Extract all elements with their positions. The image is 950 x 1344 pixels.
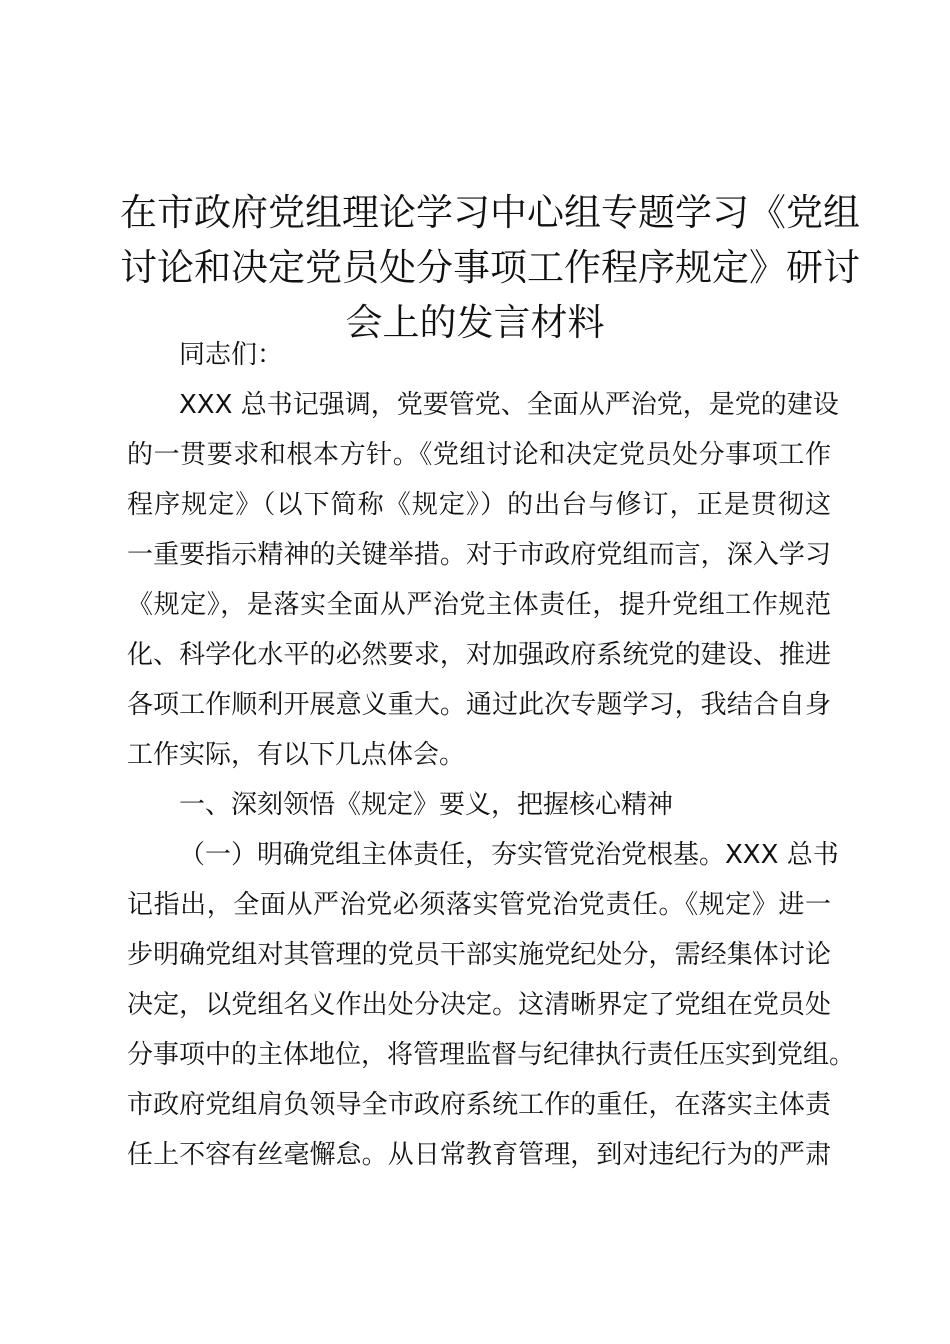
paragraph-line: 程序规定》（以下简称《规定》）的出台与修订，正是贯彻这 — [127, 490, 831, 520]
title-line-2: 讨论和决定党员处分事项工作程序规定》研讨 — [120, 245, 860, 289]
paragraph-line: 化、科学化水平的必然要求，对加强政府系统党的建设、推进 — [127, 640, 831, 670]
paragraph-line: 市政府党组肩负领导全市政府系统工作的重任，在落实主体责 — [127, 1090, 831, 1120]
title-line-3: 会上的发言材料 — [345, 300, 605, 344]
paragraph-line: （一）明确党组主体责任，夯实管党治党根基。XXX 总书 — [179, 840, 839, 870]
paragraph-line: 记指出，全面从严治党必须落实管党治党责任。《规定》进一 — [127, 890, 831, 920]
paragraph-line: 一重要指示精神的关键举措。对于市政府党组而言，深入学习 — [127, 540, 831, 570]
paragraph-line: 分事项中的主体地位，将管理监督与纪律执行责任压实到党组。 — [127, 1040, 856, 1070]
paragraph-line: XXX 总书记强调，党要管党、全面从严治党，是党的建设 — [179, 390, 839, 420]
paragraph-line: 任上不容有丝毫懈怠。从日常教育管理，到对违纪行为的严肃 — [127, 1140, 831, 1170]
title-line-1: 在市政府党组理论学习中心组专题学习《党组 — [120, 190, 860, 234]
section-heading: 一、深刻领悟《规定》要义，把握核心精神 — [179, 790, 674, 820]
paragraph-intro — [127, 380, 839, 780]
paragraph-line: 步明确党组对其管理的党员干部实施党纪处分，需经集体讨论 — [127, 940, 831, 970]
paragraph-line: 《规定》，是落实全面从严治党主体责任，提升党组工作规范 — [127, 590, 831, 620]
document-title — [120, 185, 860, 350]
paragraph-line: 工作实际，有以下几点体会。 — [127, 740, 466, 770]
paragraph-line: 的一贯要求和根本方针。《党组讨论和决定党员处分事项工作 — [127, 440, 831, 470]
paragraph-line: 各项工作顺利开展意义重大。通过此次专题学习，我结合自身 — [127, 690, 831, 720]
paragraph-section-1-1 — [127, 830, 856, 1180]
document-body — [127, 330, 856, 1180]
salutation: 同志们： — [179, 340, 284, 370]
paragraph-line: 决定，以党组名义作出处分决定。这清晰界定了党组在党员处 — [127, 990, 831, 1020]
